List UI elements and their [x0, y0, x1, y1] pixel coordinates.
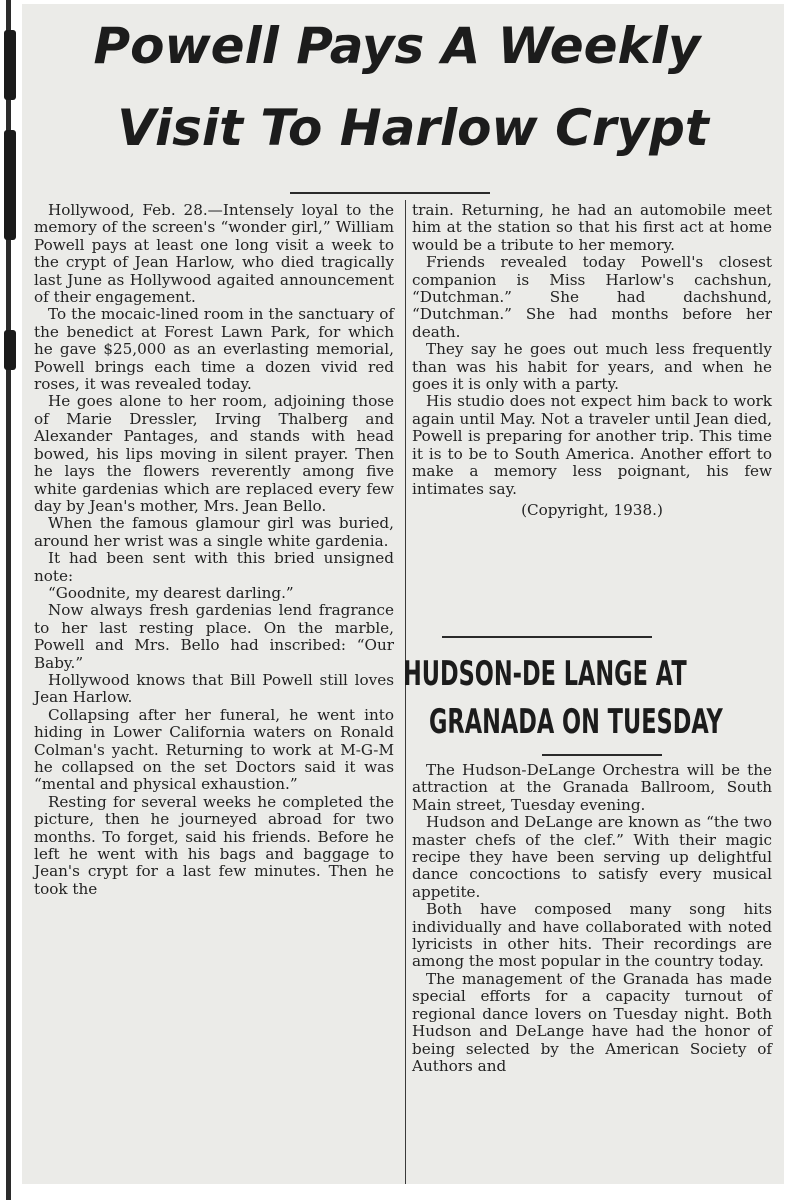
paragraph: Resting for several weeks he completed the picture, then he journeyed abroad for two months. To forget, said his friends. Before he left he went with his bags and baggage to Jean's crypt for a last few minutes. Then he took the: [34, 792, 394, 898]
subheadline-line-2: GRANADA ON TUESDAY: [429, 702, 723, 742]
paragraph: He goes alone to her room, adjoining those of Marie Dressler, Irving Thalberg and Alexander Pantages, and stands with head bowed, his lips moving in silent prayer. Then he lays the flowers reverently among five white gardenias which are replaced every few day by Jean's mother, Mrs. Jean Bello.: [34, 392, 394, 515]
paragraph: The Hudson-DeLange Orchestra will be the attraction at the Granada Ballroom, South Main street, Tuesday evening.: [412, 761, 772, 814]
paragraph: Hollywood, Feb. 28.—Intensely loyal to the memory of the screen's “wonder girl,” William Powell pays at least one long visit a week to the crypt of Jean Harlow, who died tragically last June as Hollywood agaited announcement of their engagement.: [34, 201, 394, 307]
section-rule: [442, 636, 652, 638]
paragraph: Hudson and DeLange are known as “the two master chefs of the clef.” With their magic recipe they have been serving up delightful dance concoctions to satisfy every musical appetite.: [412, 813, 772, 901]
paragraph: Hollywood knows that Bill Powell still loves Jean Harlow.: [34, 670, 394, 707]
paragraph: When the famous glamour girl was buried, around her wrist was a single white gardenia.: [34, 514, 394, 550]
copyright-line: (Copyright, 1938.): [521, 500, 663, 519]
paragraph: They say he goes out much less frequently than was his habit for years, and when he goes it is only with a party.: [412, 340, 772, 394]
ink-blot: [4, 30, 16, 100]
subheadline-line-1: HUDSON-DE LANGE AT: [403, 654, 687, 694]
paragraph: train. Returning, he had an automobile meet him at the station so that his first act at home would be a tribute to her memory.: [412, 201, 772, 254]
paragraph: To the mocaic-lined room in the sanctuary of the benedict at Forest Lawn Park, for which he gave $25,000 as an everlasting memorial, Powell brings each time a dozen vivid red roses, it was revealed today.: [34, 305, 394, 394]
paragraph: Both have composed many song hits individually and have collaborated with noted lyricists in other hits. Their recordings are among the most popular in the country today.: [412, 900, 772, 971]
headline-line-2: Visit To Harlow Crypt: [117, 99, 709, 157]
paragraph: “Goodnite, my dearest darling.”: [48, 583, 294, 602]
paragraph: Now always fresh gardenias lend fragrance to her last resting place. On the marble, Powell and Mrs. Bello had inscribed: “Our Baby.”: [34, 601, 394, 672]
paragraph: The management of the Granada has made special efforts for a capacity turnout of regional dance lovers on Tuesday night. Both Hudson and DeLange have had the honor of being selected by the American Society of Authors and: [412, 969, 772, 1075]
newspaper-clipping: [22, 4, 784, 1184]
article-left-column: [34, 202, 394, 898]
paragraph: Collapsing after her funeral, he went into hiding in Lower California waters on Ronald Colman's yacht. Returning to work at M-G-M he collapsed on the set Doctors said it was “mental and physical exhaustion.”: [34, 705, 394, 794]
article-right-column-top: [412, 202, 772, 519]
paragraph: Friends revealed today Powell's closest companion is Miss Harlow's cachshun, “Dutchman.” She had dachshund, “Dutchman.” She had months before her death.: [412, 253, 772, 341]
ink-blot: [4, 330, 16, 370]
ink-blot: [4, 130, 16, 240]
clipping-left-edge: [0, 0, 22, 1200]
article-right-column-bottom: [412, 762, 772, 1075]
paragraph: It had been sent with this bried unsigned note:: [34, 549, 394, 585]
subheadline-rule: [542, 754, 662, 756]
paragraph: His studio does not expect him back to work again until May. Not a traveler until Jean died, Powell is preparing for another trip. This time it is to be to South America. Another effort to make a memory less poignant, his few intimates say.: [412, 392, 772, 498]
headline-rule: [290, 192, 490, 194]
headline-line-1: Powell Pays A Weekly: [93, 17, 701, 75]
